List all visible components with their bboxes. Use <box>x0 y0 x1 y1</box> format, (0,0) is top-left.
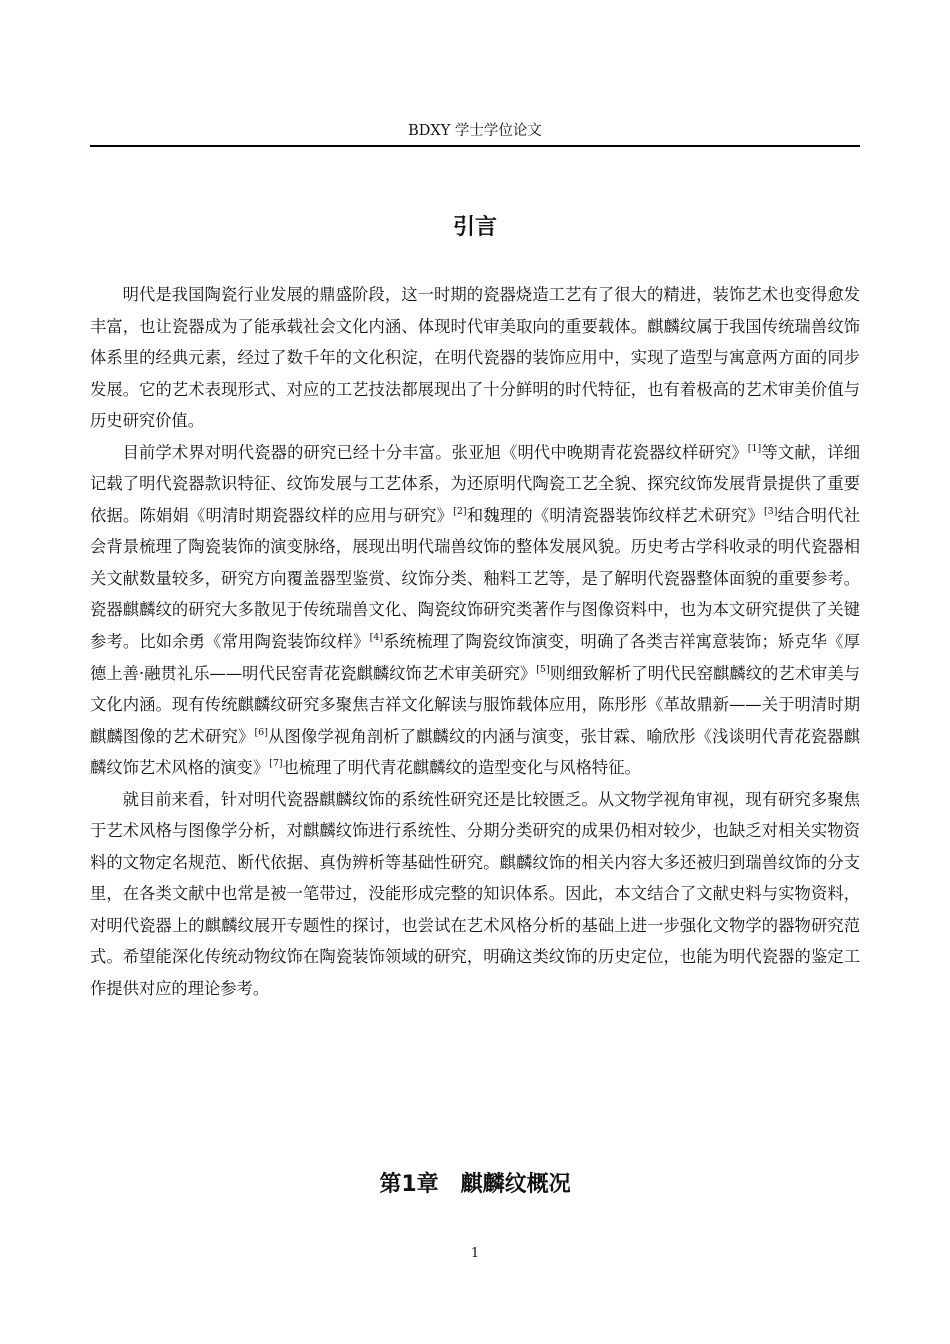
running-header: BDXY 学士学位论文 <box>408 123 542 139</box>
citation-marker: [6] <box>254 726 268 738</box>
citation-marker: [1] <box>747 442 762 454</box>
chapter-heading: 第1章 麒麟纹概况 <box>379 1172 571 1197</box>
header-rule <box>90 145 860 147</box>
citation-marker: [4] <box>369 632 384 644</box>
page-number: 1 <box>470 1246 480 1261</box>
citation-marker: [2] <box>453 505 467 517</box>
intro-paragraph-3: 就目前来看，针对明代瓷器麒麟纹饰的系统性研究还是比较匮乏。从文物学视角审视，现有研究多聚焦于艺术风格与图像学分析，对麒麟纹饰进行系统性、分期分类研究的成果仍相对较少，也缺乏对相关实物资料的文物定名规范、断代依据、真伪辨析等基础性研究。麒麟纹饰的相关内容大多还被归到瑞兽纹饰的分支里，在各类文献中也常是被一笔带过，没能形成完整的知识体系。因此，本文结合了文献史料与实物资料，对明代瓷器上的麒麟纹展开专题性的探讨，也尝试在艺术风格分析的基础上进一步强化文物学的器物研究范式。希望能深化传统动物纹饰在陶瓷装饰领域的研究，明确这类纹饰的历史定位，也能为明代瓷器的鉴定工作提供对应的理论参考。 <box>90 789 860 999</box>
intro-heading: 引言 <box>452 215 497 240</box>
intro-body <box>90 279 860 1005</box>
intro-paragraph-2: 目前学术界对明代瓷器的研究已经十分丰富。张亚旭《明代中晚期青花瓷器纹样研究》[1]等文献，详细记载了明代瓷器款识特征、纹饰发展与工艺体系，为还原明代陶瓷工艺全貌、探究纹饰发展背景提供了重要依据。陈娟娟《明清时期瓷器纹样的应用与研究》[2]和魏理的《明清瓷器装饰纹样艺术研究》[3]结合明代社会背景梳理了陶瓷装饰的演变脉络，展现出明代瑞兽纹饰的整体发展风貌。历史考古学科收录的明代瓷器相关文献数量较多，研究方向覆盖器型鉴赏、纹饰分类、釉料工艺等，是了解明代瓷器整体面貌的重要参考。瓷器麒麟纹的研究大多散见于传统瑞兽文化、陶瓷纹饰研究类著作与图像资料中，也为本文研究提供了关键参考。比如余勇《常用陶瓷装饰纹样》[4]系统梳理了陶瓷纹饰演变，明确了各类吉祥寓意装饰；矫克华《厚德上善·融贯礼乐——明代民窑青花瓷麒麟纹饰艺术审美研究》[5]则细致解析了明代民窑麒麟纹的艺术审美与文化内涵。现有传统麒麟纹研究多聚焦吉祥文化解读与服饰载体应用，陈彤彤《革故鼎新——关于明清时期麒麟图像的艺术研究》[6]从图像学视角剖析了麒麟纹的内涵与演变，张甘霖、喻欣彤《浅谈明代青花瓷器麒麟纹饰艺术风格的演变》[7]也梳理了明代青花麒麟纹的造型变化与风格特征。 <box>90 442 860 778</box>
intro-paragraph-1: 明代是我国陶瓷行业发展的鼎盛阶段，这一时期的瓷器烧造工艺有了很大的精进，装饰艺术也变得愈发丰富，也让瓷器成为了能承载社会文化内涵、体现时代审美取向的重要载体。麒麟纹属于我国传统瑞兽纹饰体系里的经典元素，经过了数千年的文化积淀，在明代瓷器的装饰应用中，实现了造型与寓意两方面的同步发展。它的艺术表现形式、对应的工艺技法都展现出了十分鲜明的时代特征，也有着极高的艺术审美价值与历史研究价值。 <box>90 285 860 431</box>
citation-marker: [3] <box>763 505 778 517</box>
citation-marker: [5] <box>536 663 550 675</box>
citation-marker: [7] <box>269 758 283 770</box>
